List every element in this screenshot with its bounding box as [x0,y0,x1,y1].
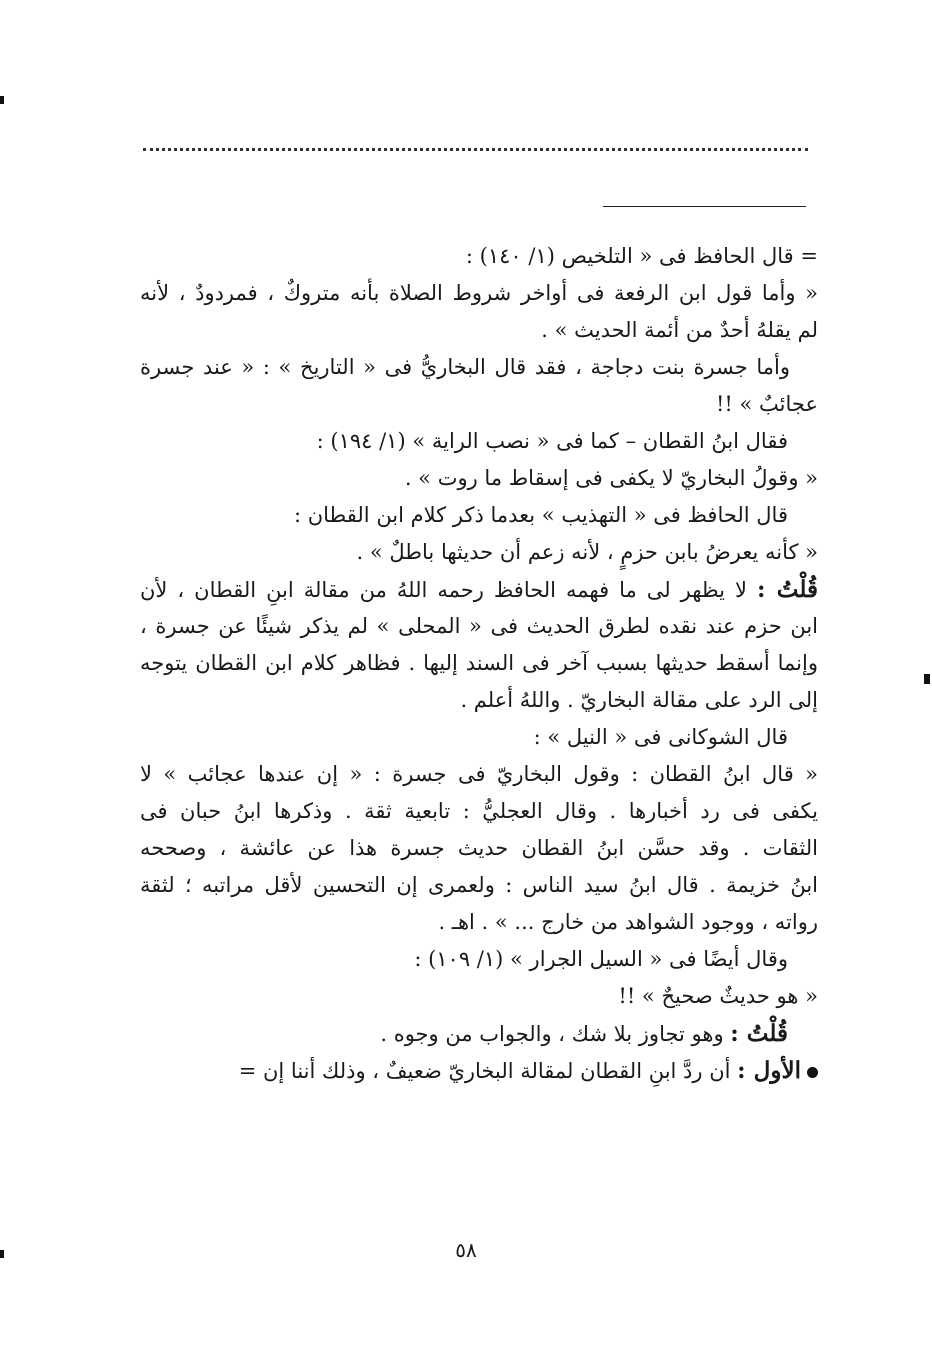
text-line-body: أن ردَّ ابنِ القطان لمقالة البخاريّ ضعيفٌ ، وذلك أننا إن = [238,1059,731,1083]
text-line: وإنما أسقط حديثها بسبب آخر فى السند إليها . فظاهر كلام ابن القطان يتوجه [140,651,818,675]
page-number: ٥٨ [455,1238,477,1262]
text-line: « هو حديثٌ صحيحٌ » !! [618,984,818,1008]
text-line: عجائبٌ » !! [715,392,818,416]
dotted-separator [143,148,808,151]
text-line: وقال أيضًا فى « السيل الجرار » (١/ ١٠٩) : [414,947,788,971]
text-line: وأما جسرة بنت دجاجة ، فقد قال البخاريُّ فى « التاريخ » : « عند جسرة [140,355,790,379]
text-line [140,1052,818,1089]
scan-edge-mark [924,674,930,684]
scan-edge-mark [0,96,4,104]
text-line: ابنُ خزيمة . قال ابنُ سيد الناس : ولعمرى إن التحسين لأقل مراتبه ؛ لثقة [140,873,818,897]
text-line: « وقولُ البخاريّ لا يكفى فى إسقاط ما روت » . [404,466,818,490]
text-line: رواته ، ووجود الشواهد من خارج ... » . اهـ . [438,910,818,934]
text-line: = قال الحافظ فى « التلخيص (١/ ١٤٠) : [465,244,818,268]
text-line: قال الشوكانى فى « النيل » : [533,725,788,749]
first-point-label: الأول : [737,1057,801,1084]
text-line: الثقات . وقد حسَّن ابنُ القطان حديث جسرة هذا عن عائشة ، وصححه [140,836,818,860]
text-line: فقال ابنُ القطان – كما فى « نصب الراية » (١/ ١٩٤) : [316,429,788,453]
footnote-text [140,238,818,1089]
text-line [140,571,818,608]
text-line: « قال ابنُ القطان : وقول البخاريّ فى جسرة : « إن عندها عجائب » لا [140,762,818,786]
qultu-label: قُلْتُ : [730,1020,788,1047]
text-line: إلى الرد على مقالة البخاريّ . واللهُ أعلم . [460,688,818,712]
text-line [140,1015,818,1052]
qultu-label: قُلْتُ : [756,576,818,603]
text-line: يكفى فى رد أخبارها . وقال العجليُّ : تابعية ثقة . وذكرها ابنُ حبان فى [140,799,818,823]
scan-edge-mark [0,1250,4,1258]
text-line-body: وهو تجاوز بلا شك ، والجواب من وجوه . [380,1022,724,1046]
footnote-rule [603,206,806,207]
text-line-body: لا يظهر لى ما فهمه الحافظ رحمه اللهُ من مقالة ابنِ القطان ، لأن [140,578,747,602]
text-line: قال الحافظ فى « التهذيب » بعدما ذكر كلام ابن القطان : [293,503,788,527]
text-line: « وأما قول ابن الرفعة فى أواخر شروط الصلاة بأنه متروكٌ ، فمردودٌ ، لأنه [140,281,818,305]
text-line: « كأنه يعرضُ بابن حزمٍ ، لأنه زعم أن حديثها باطلٌ » . [356,540,818,564]
text-line: لم يقلهُ أحدٌ من أئمة الحديث » . [541,318,818,342]
text-line: ابن حزم عند نقده لطرق الحديث فى « المحلى » لم يذكر شيئًا عن جسرة ، [140,614,818,638]
bullet-icon [807,1067,818,1078]
